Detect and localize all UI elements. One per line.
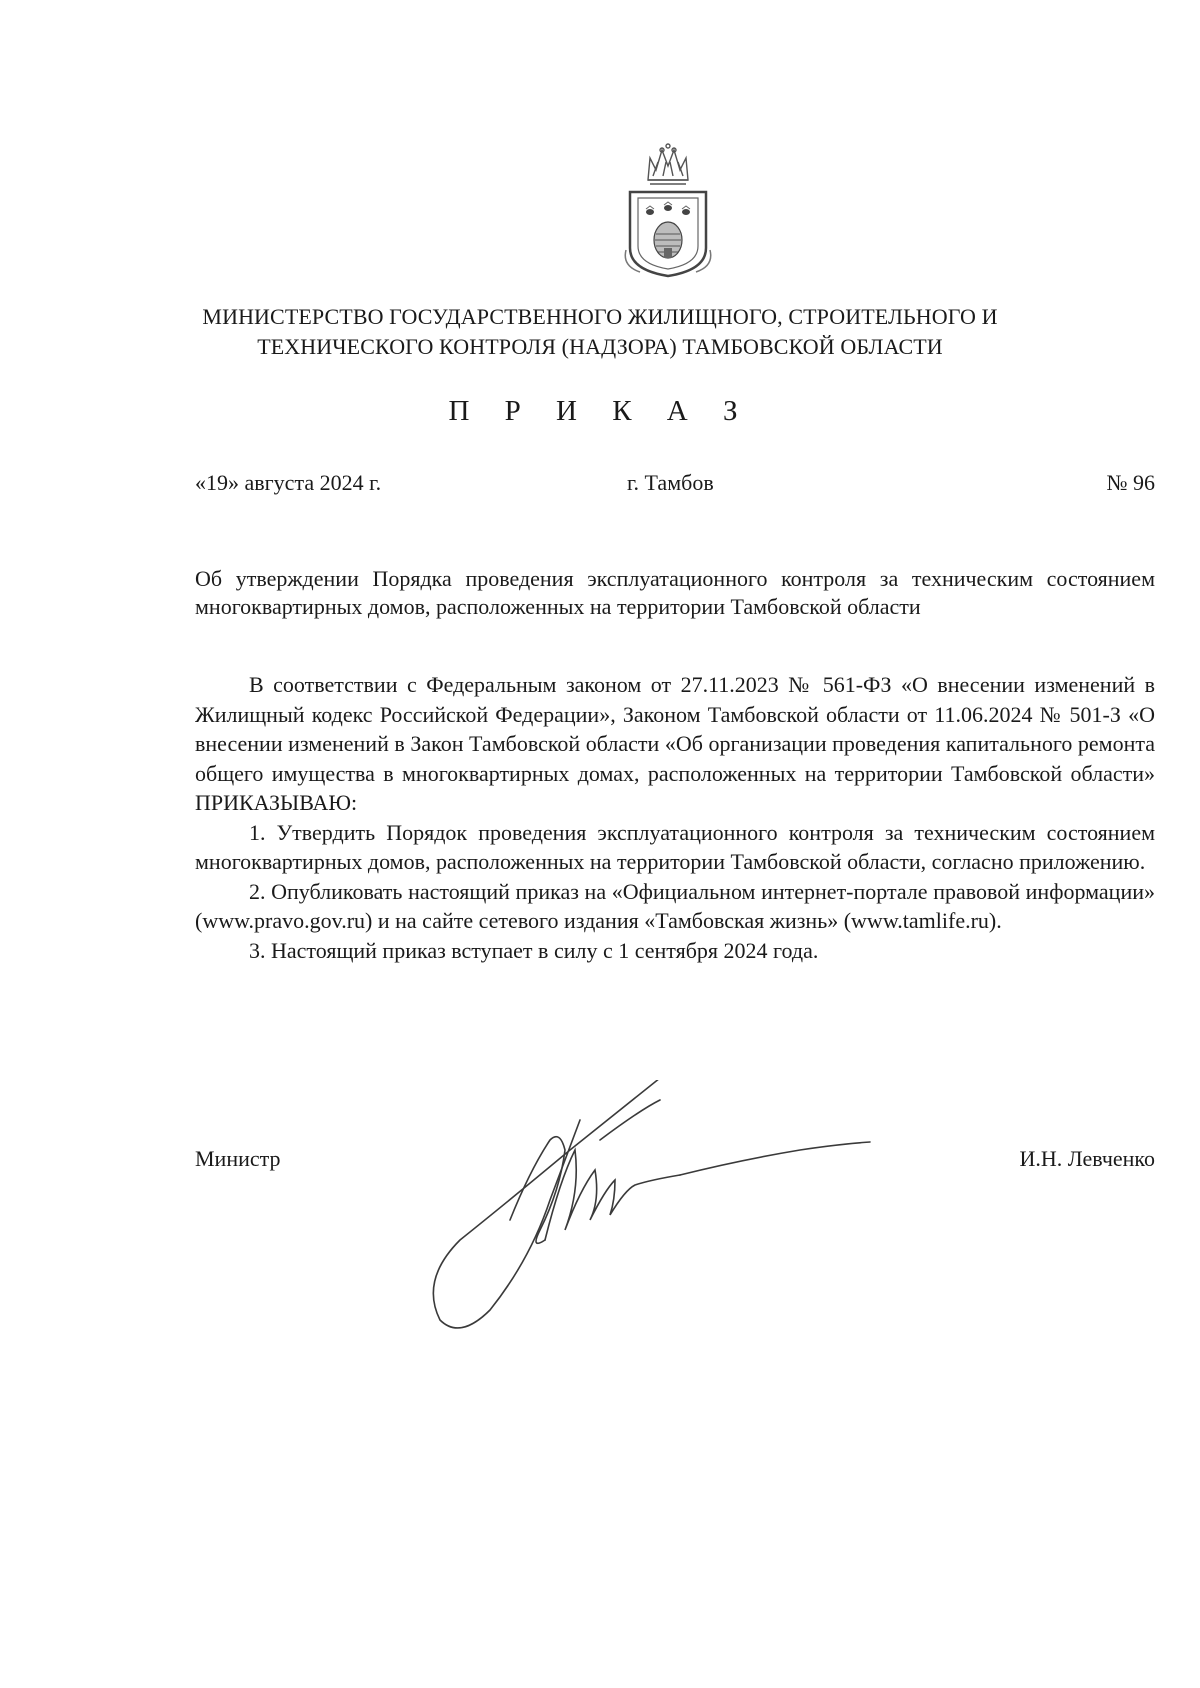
order-city: г. Тамбов [627,470,714,495]
order-number: № 96 [1106,470,1155,495]
order-preamble: В соответствии с Федеральным законом от 27.11.2023 № 561-ФЗ «О внесении изменений в Жилищный кодекс Российской Федерации», Законом Тамбовской области от 11.06.2024 № 501-З «О внесении изменений в Закон Тамбовской области «Об организации проведения капитального ремонта общего имущества в многоквартирных домах, расположенных на территории Тамбовской области» ПРИКАЗЫВАЮ: [195,672,1155,815]
ministry-name-line1: МИНИСТЕРСТВО ГОСУДАРСТВЕННОГО ЖИЛИЩНОГО, СТРОИТЕЛЬНОГО И [202,304,998,329]
signatory-name: И.Н. Левченко [1019,1146,1155,1171]
document-type-title: П Р И К А З [448,395,752,427]
order-body [195,670,1155,965]
order-subject: Об утверждении Порядка проведения эксплуатационного контроля за техническим состоянием многоквартирных домов, расположенных на территории Тамбовской области [195,566,1155,619]
order-date: «19» августа 2024 г. [195,470,382,495]
ministry-name [170,302,1030,362]
order-item: 1. Утвердить Порядок проведения эксплуатационного контроля за техническим состоянием многоквартирных домов, расположенных на территории Тамбовской области, согласно приложению. [195,819,1155,874]
signatory-title: Министр [195,1146,281,1171]
order-item: 2. Опубликовать настоящий приказ на «Официальном интернет-портале правовой информации» (www.pravo.gov.ru) и на сайте сетевого издания «Тамбовская жизнь» (www.tamlife.ru). [195,878,1155,933]
handwritten-signature-icon [400,1080,940,1340]
coat-of-arms-icon [620,140,716,280]
ministry-name-line2: ТЕХНИЧЕСКОГО КОНТРОЛЯ (НАДЗОРА) ТАМБОВСКОЙ ОБЛАСТИ [257,334,943,359]
order-meta-row [195,470,1155,502]
order-item: 3. Настоящий приказ вступает в силу с 1 сентября 2024 года. [249,937,819,963]
